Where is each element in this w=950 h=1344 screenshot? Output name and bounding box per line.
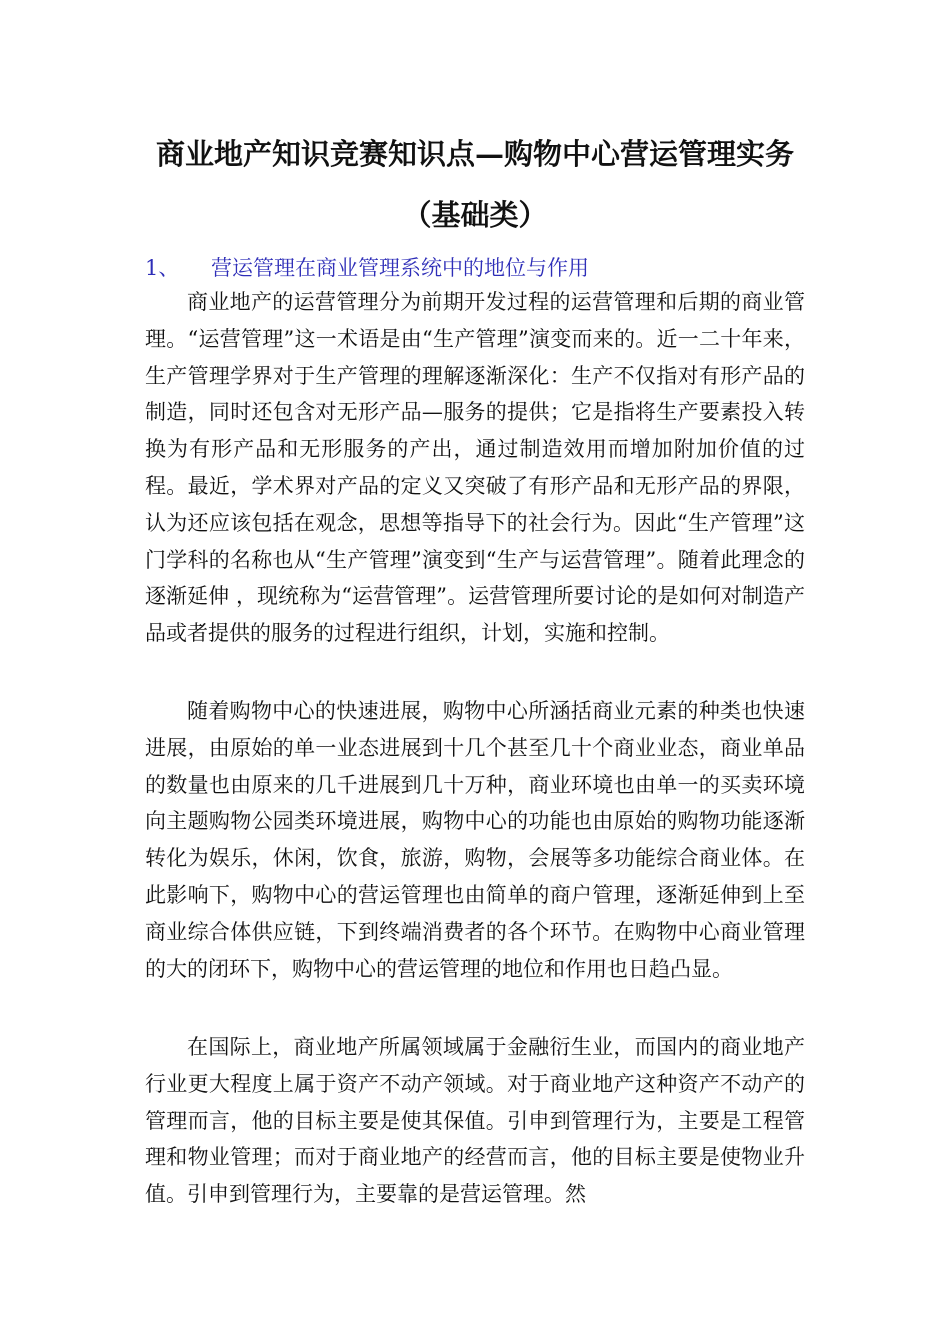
paragraph-1: 商业地产的运营管理分为前期开发过程的运营管理和后期的商业管理。“运营管理”这一术语是由“生产管理”演变而来的。近一二十年来，生产管理学界对于生产管理的理解逐渐深化：生产不仅指对有形产品的制造，同时还包含对无形产品—服务的提供；它是指将生产要素投入转换为有形产品和无形服务的产出，通过制造效用而增加附加价值的过程。最近，学术界对产品的定义又突破了有形产品和无形产品的界限，认为还应该包括在观念，思想等指导下的社会行为。因此“生产管理”这门学科的名称也从“生产管理”演变到“生产与运营管理”。随着此理念的逐渐延伸 ，现统称为“运营管理”。运营管理所要讨论的是如何对制造产品或者提供的服务的过程进行组织，计划，实施和控制。 (145, 290, 805, 646)
document-title-line-1: 商业地产知识竞赛知识点—购物中心营运管理实务 (155, 137, 794, 171)
section-number: 1、 (145, 256, 180, 280)
paragraph-3: 在国际上，商业地产所属领域属于金融衍生业，而国内的商业地产行业更大程度上属于资产不动产领域。对于商业地产这种资产不动产的管理而言，他的目标主要是使其保值。引申到管理行为，主要是工程管理和物业管理；而对于商业地产的经营而言，他的目标主要是使物业升值。引申到管理行为，主要靠的是营运管理。然 (145, 1035, 805, 1207)
document-title-line-2: （基础类） (402, 198, 548, 232)
section-heading (145, 252, 805, 282)
paragraph-2: 随着购物中心的快速进展，购物中心所涵括商业元素的种类也快速进展，由原始的单一业态进展到十几个甚至几十个商业业态，商业单品的数量也由原来的几千进展到几十万种，商业环境也由单一的买卖环境向主题购物公园类环境进展，购物中心的功能也由原始的购物功能逐渐转化为娱乐，休闲，饮食，旅游，购物，会展等多功能综合商业体。在此影响下，购物中心的营运管理也由简单的商户管理，逐渐延伸到上至商业综合体供应链，下到终端消费者的各个环节。在购物中心商业管理的大的闭环下，购物中心的营运管理的地位和作用也日趋凸显。 (145, 699, 805, 981)
section-title: 营运管理在商业管理系统中的地位与作用 (211, 256, 589, 280)
